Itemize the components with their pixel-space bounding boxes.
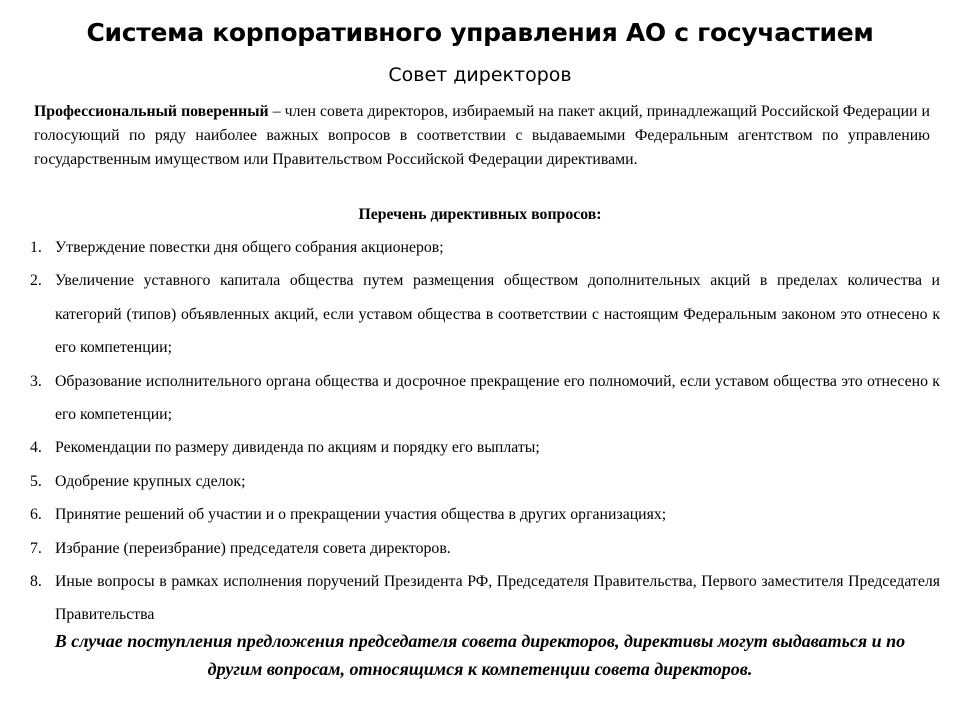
definition-text: – член совета директоров, избираемый на пакет акций, принадлежащий Российской Федерации и голосующий по ряду наиболее важных вопросов в соответствии с выдаваемыми Федеральным агентством по управлению государственным имуществом или Правительством Российской Федерации директивами. xyxy=(34,103,930,168)
list-item xyxy=(30,264,940,364)
list-item-text: Рекомендации по размеру дивиденда по акциям и порядку его выплаты; xyxy=(55,439,540,457)
list-item-text: Увеличение уставного капитала общества путем размещения обществом дополнительных акций в пределах количества и категорий (типов) объявленных акций, если уставом общества в соответствии с настоящим Федеральным законом это отнесено к его компетенции; xyxy=(55,272,940,357)
list-item xyxy=(30,565,940,632)
directive-questions-list xyxy=(30,231,940,632)
list-item xyxy=(30,532,940,565)
list-item xyxy=(30,231,940,264)
list-item-text: Образование исполнительного органа общества и досрочное прекращение его полномочий, если уставом общества это отнесено к его компетенции; xyxy=(55,372,940,424)
definition-paragraph xyxy=(34,100,930,172)
list-item-number: 7. xyxy=(30,539,42,557)
list-item-text: Избрание (переизбрание) председателя совета директоров. xyxy=(55,539,451,557)
list-item-text: Иные вопросы в рамках исполнения поручений Президента РФ, Председателя Правительства, Первого заместителя Председателя Правительства xyxy=(55,573,940,624)
list-item-number: 3. xyxy=(30,372,42,390)
list-item xyxy=(30,431,940,464)
list-item-number: 1. xyxy=(30,239,42,256)
list-item-text: Утверждение повестки дня общего собрания акционеров; xyxy=(55,239,444,256)
list-item-number: 2. xyxy=(30,272,42,290)
list-item xyxy=(30,498,940,531)
slide-title: Система корпоративного управления АО с госучастием xyxy=(86,18,874,47)
list-item xyxy=(30,365,940,432)
list-heading: Перечень директивных вопросов: xyxy=(358,206,602,223)
list-item-number: 8. xyxy=(30,573,42,591)
list-item-number: 5. xyxy=(30,472,42,490)
footer-note: В случае поступления предложения председателя совета директоров, директивы могут выдаваться и по другим вопросам, относящимся к компетенции совета директоров. xyxy=(54,631,906,679)
list-item-text: Одобрение крупных сделок; xyxy=(55,472,246,490)
slide-subtitle: Совет директоров xyxy=(388,64,572,86)
list-item-number: 6. xyxy=(30,506,42,524)
list-item-number: 4. xyxy=(30,439,42,457)
list-item-text: Принятие решений об участии и о прекращении участия общества в других организациях; xyxy=(55,506,667,524)
definition-term: Профессиональный поверенный xyxy=(34,103,269,120)
list-item xyxy=(30,465,940,498)
